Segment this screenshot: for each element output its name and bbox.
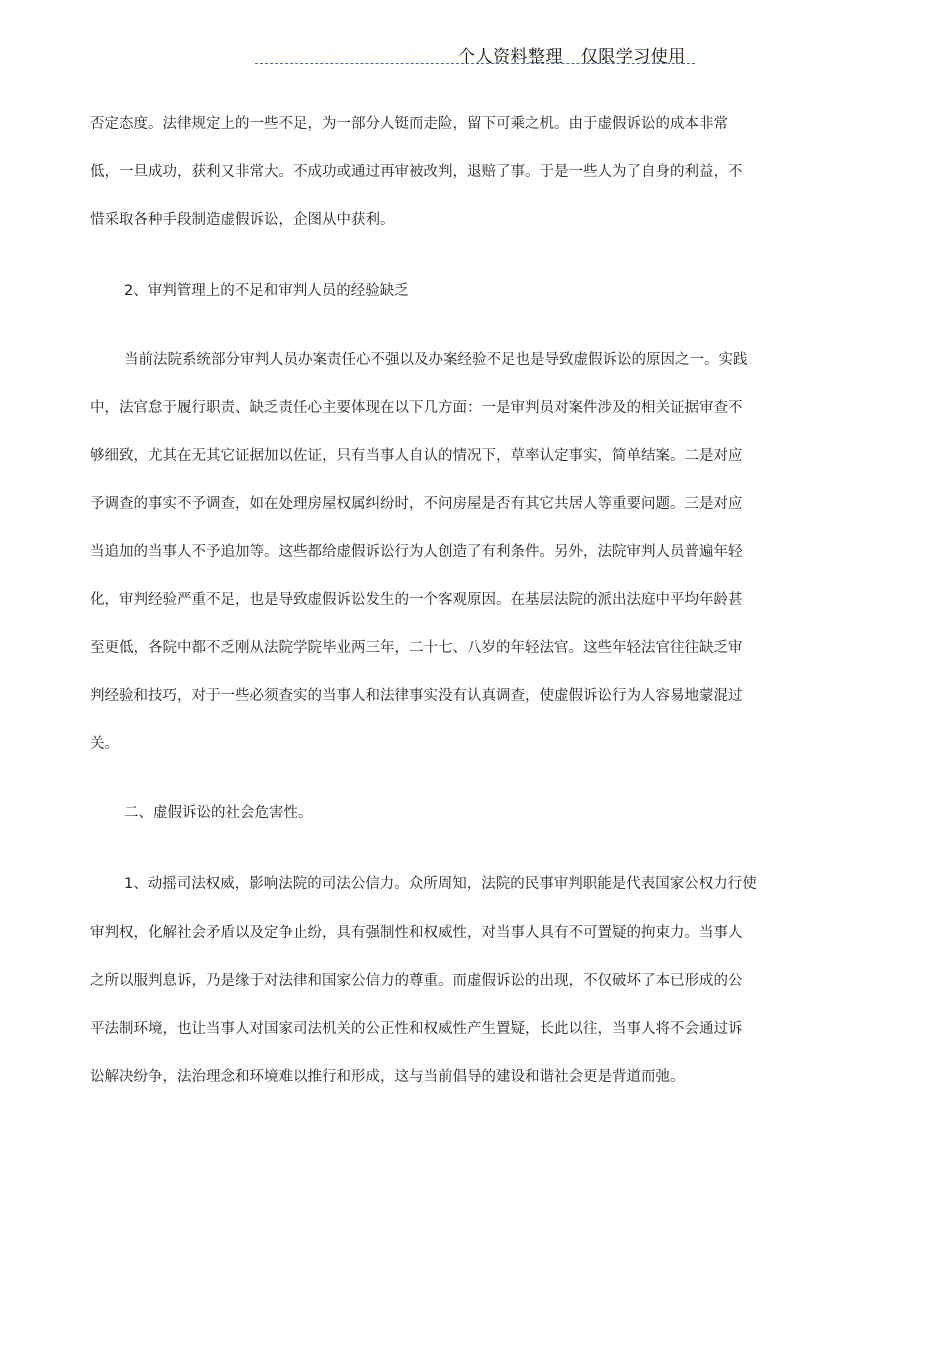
header-dashed-rule xyxy=(255,63,695,64)
body-line: 审判权，化解社会矛盾以及定争止纷，具有强制性和权威性，对当事人具有不可置疑的拘束力。当事人 xyxy=(90,925,743,941)
body-line: 讼解决纷争，法治理念和环境难以推行和形成，这与当前倡导的建设和谐社会更是背道而弛。 xyxy=(90,1069,685,1085)
body-line: 中，法官怠于履行职责、缺乏责任心主要体现在以下几方面：一是审判员对案件涉及的相关证据审查不 xyxy=(90,400,743,416)
header-gap xyxy=(563,47,581,67)
body-line: 否定态度。法律规定上的一些不足，为一部分人铤而走险，留下可乘之机。由于虚假诉讼的成本非常 xyxy=(90,116,728,132)
section-heading: 2、审判管理上的不足和审判人员的经验缺乏 xyxy=(124,283,409,299)
body-line: 予调查的事实不予调查，如在处理房屋权属纠纷时，不问房屋是否有其它共居人等重要问题。三是对应 xyxy=(90,496,743,512)
body-line: 当前法院系统部分审判人员办案责任心不强以及办案经验不足也是导致虚假诉讼的原因之一。实践 xyxy=(124,352,748,368)
body-line: 当追加的当事人不予追加等。这些都给虚假诉讼行为人创造了有利条件。另外，法院审判人员普遍年轻 xyxy=(90,544,743,560)
body-line: 化，审判经验严重不足，也是导致虚假诉讼发生的一个客观原因。在基层法院的派出法庭中平均年龄甚 xyxy=(90,592,743,608)
body-line: 惜采取各种手段制造虚假诉讼，企图从中获利。 xyxy=(90,212,395,228)
header-title: 个人资料整理 xyxy=(458,47,563,67)
body-line: 平法制环境，也让当事人对国家司法机关的公正性和权威性产生置疑，长此以往，当事人将不会通过诉 xyxy=(90,1021,743,1037)
body-line: 够细致，尤其在无其它证据加以佐证，只有当事人自认的情况下，草率认定事实，简单结案。二是对应 xyxy=(90,448,743,464)
section-heading: 二、虚假诉讼的社会危害性。 xyxy=(124,805,313,821)
header-subtitle: 仅限学习使用 xyxy=(580,47,686,67)
body-line: 判经验和技巧，对于一些必须查实的当事人和法律事实没有认真调查，使虚假诉讼行为人容易地蒙混过 xyxy=(90,688,743,704)
body-line: 关。 xyxy=(90,736,119,752)
body-line: 之所以服判息诉，乃是缘于对法律和国家公信力的尊重。而虚假诉讼的出现，不仅破坏了本已形成的公 xyxy=(90,973,743,989)
body-line: 1、动摇司法权威，影响法院的司法公信力。众所周知，法院的民事审判职能是代表国家公权力行使 xyxy=(124,876,757,892)
body-line: 低，一旦成功，获利又非常大。不成功或通过再审被改判，退赔了事。于是一些人为了自身的利益，不 xyxy=(90,164,743,180)
body-line: 至更低，各院中都不乏刚从法院学院毕业两三年，二十七、八岁的年轻法官。这些年轻法官往往缺乏审 xyxy=(90,640,743,656)
